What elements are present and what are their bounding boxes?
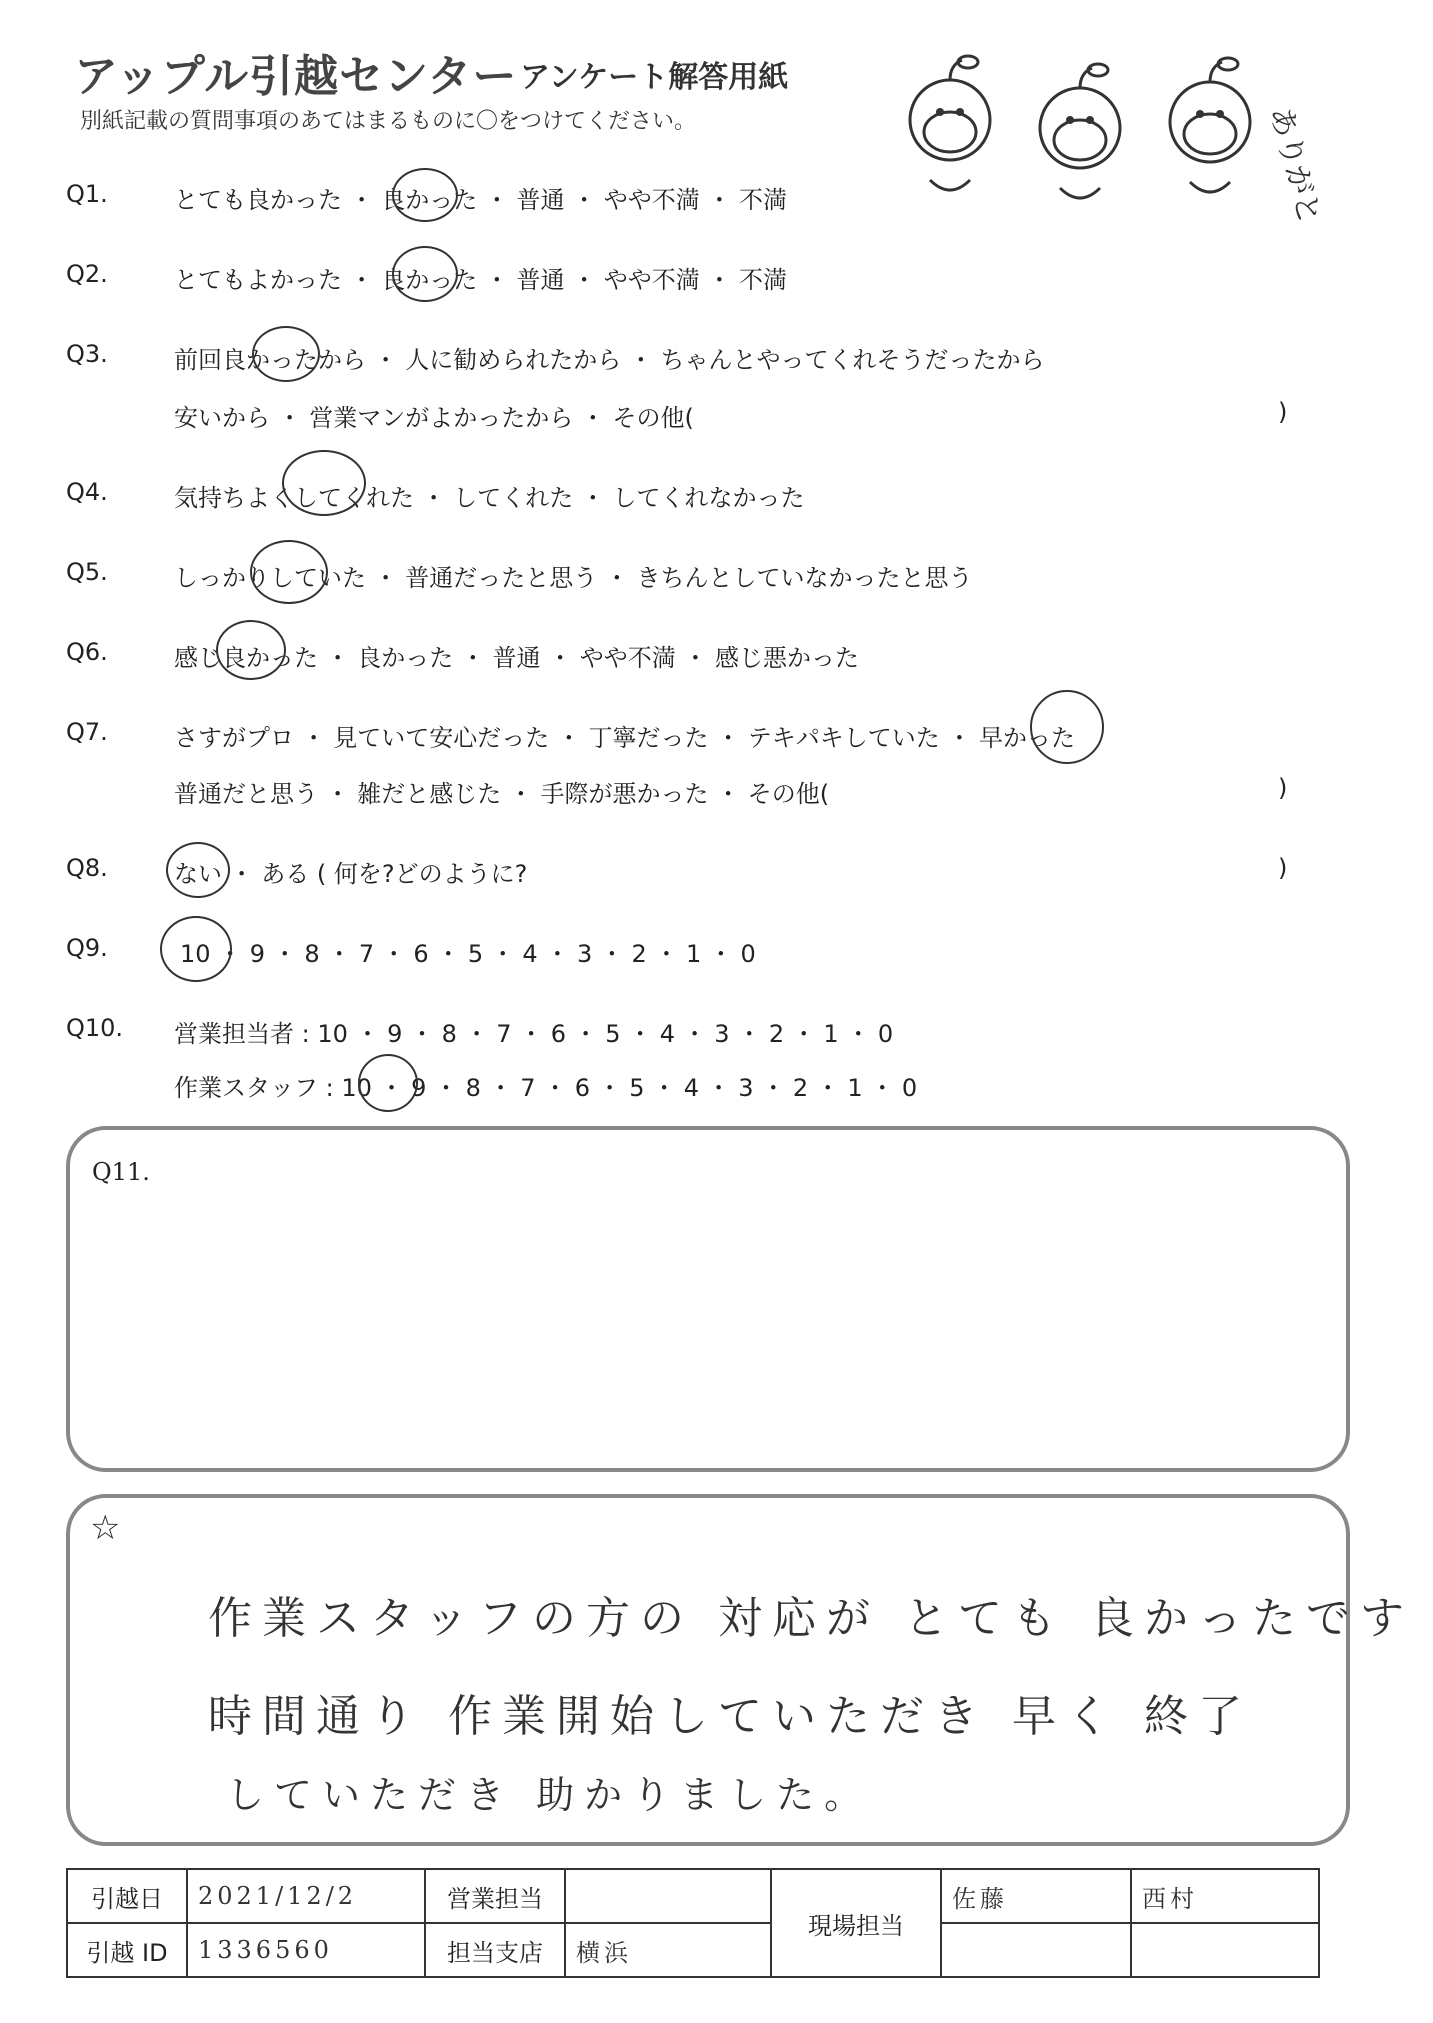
q3-options[interactable]: 前回良かったから ・ 人に勧められたから ・ ちゃんとやってくれそうだったから [174, 346, 1045, 374]
instruction-text: 別紙記載の質問事項のあてはまるものに〇をつけてください。 [80, 109, 697, 134]
site-staff-3[interactable] [941, 1923, 1131, 1977]
footer-table [66, 1868, 1320, 1978]
thanks-text: ありがとう [1262, 103, 1330, 220]
q6-label: Q6. [66, 638, 108, 666]
answer-mark-q5 [250, 540, 328, 604]
site-staff-label: 現場担当 [771, 1869, 941, 1977]
answer-mark-q6 [216, 620, 286, 680]
comment-line-1: 作業スタッフの方の 対応が とても 良かったです [208, 1593, 1414, 1644]
q8-paren-close: ) [1278, 854, 1288, 882]
answer-mark-q1 [392, 168, 458, 222]
comment-line-2: 時間通り 作業開始していただき 早く 終了 [208, 1691, 1252, 1742]
q10-staff-options[interactable]: 作業スタッフ : 10 ・ 9 ・ 8 ・ 7 ・ 6 ・ 5 ・ 4 ・ 3 ・ 2 ・ 1 ・ 0 [174, 1074, 918, 1102]
move-date-label: 引越日 [67, 1869, 187, 1923]
answer-mark-q9 [160, 916, 232, 982]
form-title: アップル引越センター [74, 51, 518, 102]
sales-value[interactable] [565, 1869, 771, 1923]
q5-options[interactable]: しっかりしていた ・ 普通だったと思う ・ きちんとしていなかったと思う [174, 564, 973, 592]
q9-options[interactable]: 10 ・ 9 ・ 8 ・ 7 ・ 6 ・ 5 ・ 4 ・ 3 ・ 2 ・ 1 ・ 0 [180, 940, 756, 968]
answer-mark-q7 [1030, 690, 1104, 764]
answer-mark-q2 [392, 246, 458, 302]
q6-options[interactable]: 感じ良かった ・ 良かった ・ 普通 ・ やや不満 ・ 感じ悪かった [174, 644, 860, 672]
q3-paren-close: ) [1278, 398, 1288, 426]
q1-label: Q1. [66, 180, 108, 208]
q11-box[interactable] [66, 1126, 1350, 1472]
q8-options[interactable]: ない ・ ある ( 何を?どのように? [174, 860, 528, 888]
q3-label: Q3. [66, 340, 108, 368]
star-icon: ☆ [90, 1508, 121, 1548]
q10-label: Q10. [66, 1014, 124, 1042]
move-date-value[interactable]: 2021/12/2 [187, 1869, 425, 1923]
q4-options[interactable]: 気持ちよくしてくれた ・ してくれた ・ してくれなかった [174, 484, 805, 512]
answer-mark-q3 [252, 326, 320, 382]
q3-options-2[interactable]: 安いから ・ 営業マンがよかったから ・ その他( [174, 404, 694, 432]
site-staff-4[interactable] [1131, 1923, 1319, 1977]
answer-mark-q4 [282, 450, 366, 516]
q10-sales-options[interactable]: 営業担当者 : 10 ・ 9 ・ 8 ・ 7 ・ 6 ・ 5 ・ 4 ・ 3 ・ 2 ・ 1 ・ 0 [174, 1020, 894, 1048]
q7-label: Q7. [66, 718, 108, 746]
move-id-value[interactable]: 1336560 [187, 1923, 425, 1977]
answer-mark-q8 [166, 842, 230, 898]
move-id-label: 引越 ID [67, 1923, 187, 1977]
q5-label: Q5. [66, 558, 108, 586]
q9-label: Q9. [66, 934, 108, 962]
form-subtitle: アンケート解答用紙 [520, 60, 789, 95]
answer-mark-q10-staff [358, 1054, 418, 1112]
q2-label: Q2. [66, 260, 108, 288]
q2-options[interactable]: とてもよかった ・ 良かった ・ 普通 ・ やや不満 ・ 不満 [174, 266, 788, 294]
site-staff-1[interactable]: 佐藤 [941, 1869, 1131, 1923]
site-staff-2[interactable]: 西村 [1131, 1869, 1319, 1923]
q8-label: Q8. [66, 854, 108, 882]
q1-options[interactable]: とても良かった ・ 良かった ・ 普通 ・ やや不満 ・ 不満 [174, 186, 788, 214]
q11-label: Q11. [92, 1158, 150, 1186]
monkey-mascots-icon [890, 50, 1330, 220]
q4-label: Q4. [66, 478, 108, 506]
q7-options[interactable]: さすがプロ ・ 見ていて安心だった ・ 丁寧だった ・ テキパキしていた ・ 早かった [174, 724, 1076, 752]
comment-line-3: していただき 助かりました。 [226, 1773, 873, 1817]
branch-value[interactable]: 横浜 [565, 1923, 771, 1977]
branch-label: 担当支店 [425, 1923, 565, 1977]
sales-label: 営業担当 [425, 1869, 565, 1923]
q7-paren-close: ) [1278, 774, 1288, 802]
q7-options-2[interactable]: 普通だと思う ・ 雑だと感じた ・ 手際が悪かった ・ その他( [174, 780, 830, 808]
mascot-illustration [890, 50, 1330, 220]
